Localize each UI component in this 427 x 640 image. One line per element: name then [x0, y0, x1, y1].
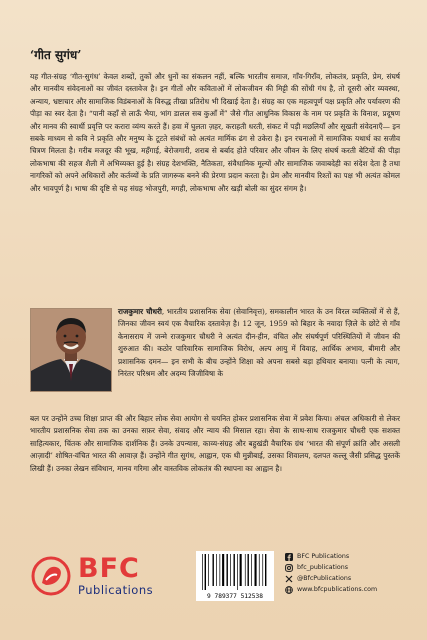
globe-icon	[285, 586, 293, 594]
book-title: ‘गीत सुगंध’	[30, 48, 82, 62]
social-website-text: www.bfcpublications.com	[297, 586, 378, 593]
facebook-icon	[285, 553, 293, 561]
social-facebook[interactable]	[285, 551, 377, 562]
x-icon	[285, 575, 293, 583]
social-instagram-text: bfc_publications	[297, 564, 348, 571]
social-x-text: @BfcPublications	[297, 575, 352, 582]
social-x[interactable]	[285, 573, 377, 584]
author-bio-top	[118, 306, 400, 380]
author-photo	[30, 308, 112, 392]
author-name: राजकुमार चौधरी	[118, 307, 162, 316]
bfc-logo-mark-icon	[30, 555, 72, 597]
social-instagram[interactable]	[285, 562, 377, 573]
instagram-icon	[285, 564, 293, 572]
social-website[interactable]	[285, 584, 377, 595]
isbn-digits: 9 789377 512538	[207, 593, 263, 600]
barcode-bars	[201, 554, 269, 590]
social-links	[285, 551, 377, 595]
publisher-logo	[30, 555, 180, 600]
author-bio-text-top: , भारतीय प्रशासनिक सेवा (सेवानिवृत्त), समकालीन भारत के उन विरल व्यक्तित्वों में से हैं, जिनका जीवन स्वयं एक वैचारिक दस्तावेज़ है। 12 जून, 1959 को बिहार के नवादा ज़िले के छोटे से गाँव केनासराय में जन्मे राजकुमार चौधरी ने अत्यंत दीन-हीन, वंचित और संघर्षपूर्ण परिस्थितियों में जीवन की शुरुआत की। कठोर पारिवारिक सामाजिक विरोध, अल्प आयु में विवाह, आर्थिक अभाव, बीमारी और प्रशासनिक दमन— इन सभी के बीच उन्होंने शिक्षा को अपना सबसे बड़ा हथियार बनाया। पत्नी के त्याग, निरंतर परिश्रम और अदम्य जिजीविषा के	[118, 307, 400, 379]
publisher-logo-subtext: Publications	[78, 583, 154, 597]
book-description: यह गीत-संग्रह ‘गीत-सुगंध’ केवल शब्दों, तुकों और धुनों का संकलन नहीं, बल्कि भारतीय समाज, गाँव-गिराँव, लोकतंत्र, प्रकृति, प्रेम, संघर्ष और मानवीय संवेदनाओं का जीवंत दस्तावेज है। इन गीतों और कविताओं में लोकजीवन की मिट्टी की सोंधी गंध है, तो दूसरी ओर व्यवस्था, अन्याय, भ्रष्टाचार और सामाजिक विडंबनाओं के विरुद्ध तीखा प्रतिरोध भी दिखाई देता है। संग्रह का एक महत्वपूर्ण पक्ष प्रकृति और पर्यावरण की पीड़ा का स्वर देता है। “पानी कहाँ से लाऊँ भैया, भांग डालल सब कुआँ में” जैसे गीत आधुनिक विकास के नाम पर प्रकृति के विनाश, प्रदूषण और मानव की स्वार्थी प्रवृत्ति पर करारा व्यंग्य करते हैं। हवा में घुलता ज़हर, कराहती धरती, संकट में पड़ी मछलियाँ और सूखती संवेदनाएँ— इन सबके माध्यम से कवि ने प्रकृति और मनुष्य के टूटते संबंधों को अत्यंत मार्मिक ढंग से उकेरा है। इन रचनाओं में सामाजिक यथार्थ का सजीव चित्रण मिलता है। गरीब मजदूर की भूख, महँगाई, बेरोजगारी, शराब से बर्बाद होते परिवार और जीवन के लिए संघर्ष करती बेटियों की पीड़ा लोकभाषा की सहज शैली में अभिव्यक्त हुई है। संग्रह देशभक्ति, नैतिकता, संवैधानिक मूल्यों और सामाजिक जवाबदेही का संदेश देता है तथा नागरिकों को अपने अधिकारों और कर्तव्यों के प्रति जागरूक बनने की प्रेरणा प्रदान करता है। प्रेम और मानवीय रिश्तों का पक्ष भी अत्यंत कोमल और भावपूर्ण है। भाषा की दृष्टि से यह संग्रह भोजपुरी, मगही, लोकभाषा और खड़ी बोली का सुंदर संगम है।	[30, 72, 400, 193]
isbn-barcode	[196, 551, 274, 601]
publisher-logo-text: BFC	[78, 553, 140, 584]
author-bio-bottom: बल पर उन्होंने उच्च शिक्षा प्राप्त की और बिहार लोक सेवा आयोग से चयनित होकर प्रशासनिक सेवा में प्रवेश किया। अंचल अधिकारी से लेकर भारतीय प्रशासनिक सेवा तक का उनका सफ़र सेवा, संवाद और न्याय की मिसाल रहा। सेवा के साथ-साथ राजकुमार चौधरी एक सशक्त साहित्यकार, चिंतक और सामाजिक दार्शनिक हैं। उनके उपन्यास, काव्य-संग्रह और बहुखंडी वैचारिक ग्रंथ ‘भारत की संपूर्ण क्रांति और असली आज़ादी’ शोषित-वंचित भारत की आवाज़ हैं। उन्होंने गीत सुगंध, आह्वान, एक थी मुन्नीबाई, उसका शिवालय, दलपत कल्लू जैसी प्रसिद्ध पुस्तकें लिखी हैं। उनका लेखन संविधान, मानव गरिमा और वास्तविक लोकतंत्र की स्थापना का आह्वान है।	[30, 414, 400, 473]
social-facebook-text: BFC Publications	[297, 553, 350, 560]
